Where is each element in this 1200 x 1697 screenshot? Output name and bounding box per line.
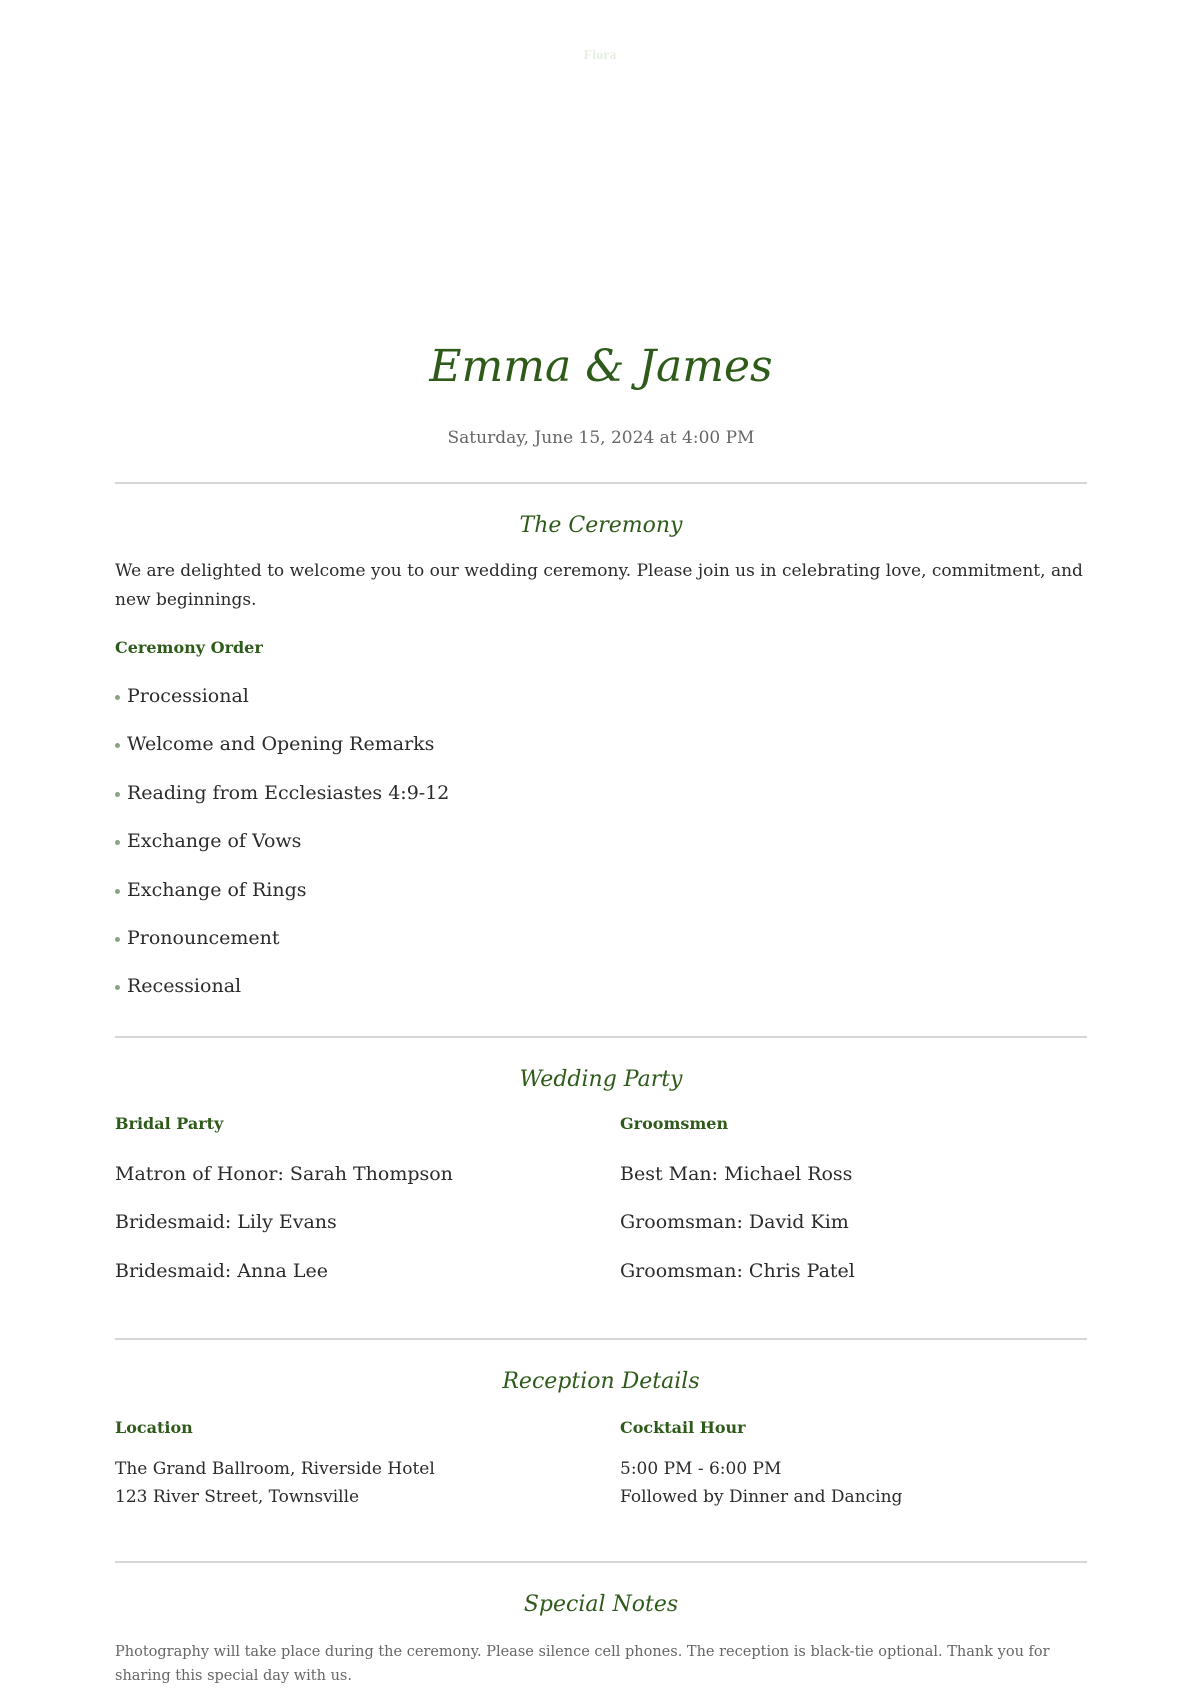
list-item-label: Exchange of Rings (127, 878, 307, 901)
bullet-icon (115, 792, 120, 797)
wedding-party-section-title: Wedding Party (519, 1067, 683, 1092)
bullet-icon (115, 937, 120, 942)
section-divider (115, 1338, 1087, 1340)
list-item: Bridesmaid: Anna Lee (115, 1259, 328, 1282)
list-item-label: Processional (127, 685, 249, 707)
watermark-brand: Flora (583, 48, 617, 63)
ceremony-intro: We are delighted to welcome you to our wedding ceremony. Please join us in celebrating love, commitment, and new beginnings. (115, 561, 1083, 610)
list-item: Groomsman: David Kim (620, 1211, 849, 1234)
ceremony-section-title: The Ceremony (519, 513, 683, 538)
list-item-label: Recessional (127, 975, 242, 998)
list-item-label: Welcome and Opening Remarks (127, 733, 435, 756)
section-divider (115, 1561, 1087, 1563)
list-item (115, 782, 449, 830)
cocktail-hour-heading: Cocktail Hour (620, 1418, 746, 1437)
list-item-label: Pronouncement (127, 926, 280, 949)
list-item (115, 927, 449, 975)
list-item-label: Exchange of Vows (127, 830, 302, 853)
list-item (115, 879, 449, 927)
list-item (115, 685, 449, 733)
event-date: Saturday, June 15, 2024 at 4:00 PM (447, 428, 755, 448)
special-notes-text: Photography will take place during the ceremony. Please silence cell phones. The reception is black-tie optional. Thank you for sharing this special day with us. (115, 1644, 1050, 1684)
bullet-icon (115, 695, 120, 700)
location-details (115, 1455, 435, 1511)
cocktail-followup: Followed by Dinner and Dancing (620, 1487, 903, 1507)
bullet-icon (115, 840, 120, 845)
bullet-icon (115, 743, 120, 748)
bridal-party-heading: Bridal Party (115, 1114, 224, 1133)
list-item: Groomsman: Chris Patel (620, 1259, 855, 1282)
list-item (115, 975, 449, 1023)
section-divider (115, 1036, 1087, 1038)
list-item (115, 830, 449, 878)
list-item: Matron of Honor: Sarah Thompson (115, 1163, 453, 1185)
list-item: Best Man: Michael Ross (620, 1163, 853, 1185)
cocktail-time: 5:00 PM - 6:00 PM (620, 1459, 782, 1479)
couple-names-title: Emma & James (429, 341, 773, 392)
section-divider (115, 482, 1087, 484)
bullet-icon (115, 889, 120, 894)
list-item: Bridesmaid: Lily Evans (115, 1211, 337, 1234)
list-item (115, 733, 449, 781)
bridal-party-list (115, 1163, 453, 1308)
bullet-icon (115, 985, 120, 990)
list-item-label: Reading from Ecclesiastes 4:9-12 (127, 781, 450, 804)
ceremony-order-list (115, 685, 449, 1024)
location-heading: Location (115, 1418, 193, 1437)
reception-section-title: Reception Details (502, 1369, 700, 1394)
location-venue: The Grand Ballroom, Riverside Hotel (115, 1459, 435, 1479)
cocktail-hour-details (620, 1455, 902, 1511)
special-notes-section-title: Special Notes (523, 1592, 679, 1617)
ceremony-order-heading: Ceremony Order (115, 638, 263, 657)
location-address: 123 River Street, Townsville (115, 1487, 360, 1507)
groomsmen-heading: Groomsmen (620, 1114, 729, 1133)
groomsmen-list (620, 1163, 855, 1308)
